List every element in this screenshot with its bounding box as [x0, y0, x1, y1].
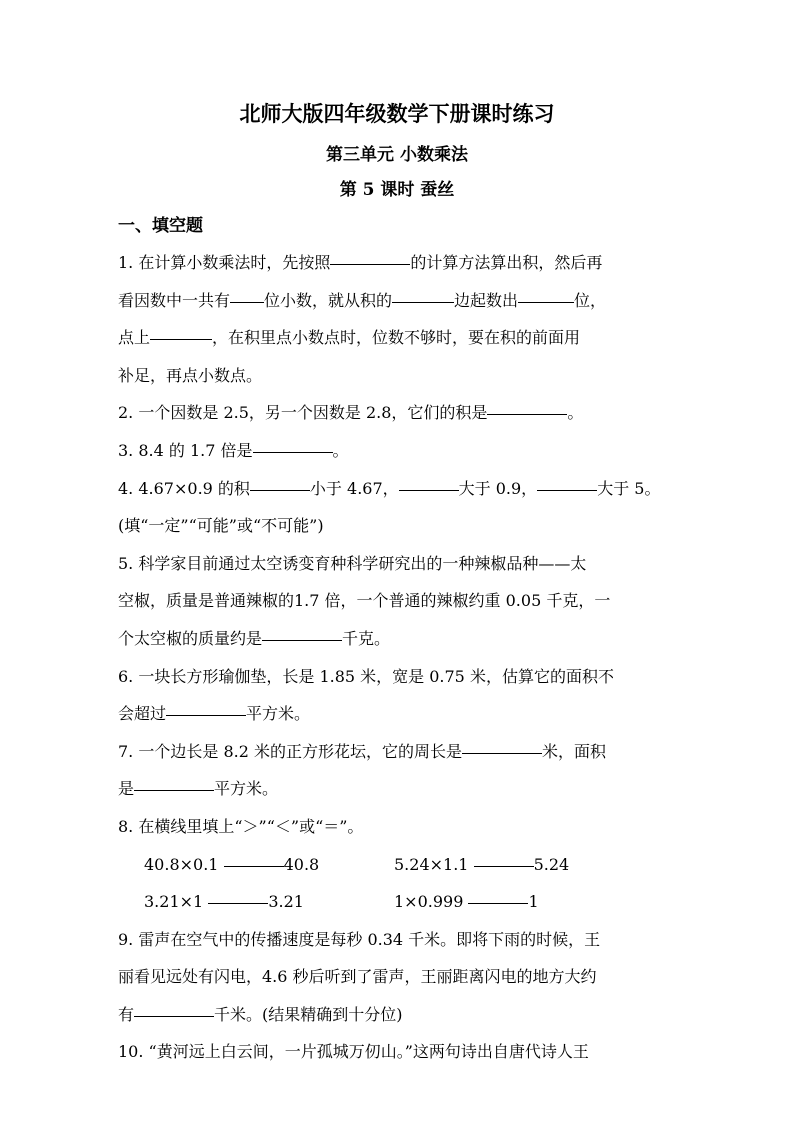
question-text: 9. 雷声在空气中的传播速度是每秒 0.34 千米。即将下雨的时候，王 — [118, 929, 601, 949]
expression: 40.8×0.1 — [144, 854, 219, 874]
expression: 3.21×1 — [144, 892, 204, 912]
expression: 1 — [528, 892, 539, 912]
answer-blank[interactable] — [224, 865, 284, 867]
lesson-subtitle: 第 5 课时 蚕丝 — [339, 180, 455, 200]
answer-blank[interactable] — [462, 752, 542, 754]
answer-blank[interactable] — [330, 263, 410, 265]
comparison-item — [394, 883, 539, 921]
answer-blank[interactable] — [399, 489, 459, 491]
question-text: 2. 一个因数是 2.5，另一个因数是 2.8，它们的积是 — [118, 403, 488, 423]
question-text: 点上 — [118, 328, 151, 348]
question-text: 7. 一个边长是 8.2 米的正方形花坛，它的周长是 — [118, 741, 462, 761]
question-9-line-1 — [118, 921, 688, 959]
question-hint: (填“一定”“可能”或“不可能”) — [118, 516, 324, 536]
question-2 — [118, 394, 688, 432]
question-text: 千米。(结果精确到十分位) — [214, 1004, 403, 1024]
answer-blank[interactable] — [134, 789, 214, 791]
question-9-line-2 — [118, 958, 688, 996]
question-text: 8. 在横线里填上“＞”“＜”或“＝”。 — [118, 816, 364, 836]
expression: 5.24×1.1 — [394, 854, 469, 874]
answer-blank[interactable] — [250, 489, 310, 491]
question-text: 10. “黄河远上白云间，一片孤城万仞山。”这两句诗出自唐代诗人王 — [118, 1042, 589, 1062]
question-text: 位， — [574, 290, 607, 310]
question-text: 5. 科学家目前通过太空诱变育种科学研究出的一种辣椒品种——太 — [118, 553, 587, 573]
question-list — [118, 244, 688, 1071]
answer-blank[interactable] — [537, 489, 597, 491]
question-text: 边起数出 — [454, 290, 519, 310]
answer-blank[interactable] — [253, 451, 333, 453]
question-7-line-1 — [118, 733, 688, 771]
answer-blank[interactable] — [230, 301, 264, 303]
answer-blank[interactable] — [150, 338, 212, 340]
expression: 40.8 — [283, 854, 320, 874]
question-text: 米，面积 — [541, 741, 606, 761]
comparison-row-1 — [118, 846, 688, 884]
comparison-item — [394, 846, 569, 884]
question-text: 。 — [567, 403, 584, 423]
question-5-line-3 — [118, 620, 688, 658]
question-text: 看因数中一共有 — [118, 290, 231, 310]
question-6-line-1 — [118, 658, 688, 696]
question-1-line-4 — [118, 357, 688, 395]
question-5-line-2 — [118, 582, 688, 620]
question-text: 的计算方法算出积，然后再 — [410, 253, 603, 272]
answer-blank[interactable] — [518, 301, 574, 303]
question-1-line-3 — [118, 319, 688, 357]
question-7-line-2 — [118, 770, 688, 808]
comparison-item — [144, 883, 394, 921]
answer-blank[interactable] — [262, 639, 342, 641]
question-10-line-1 — [118, 1033, 688, 1071]
answer-blank[interactable] — [487, 413, 567, 415]
question-text: 是 — [118, 779, 135, 799]
answer-blank[interactable] — [468, 902, 528, 904]
answer-blank[interactable] — [474, 865, 534, 867]
question-4-line-2 — [118, 507, 688, 545]
comparison-row-2 — [118, 883, 688, 921]
question-9-line-3 — [118, 996, 688, 1034]
question-text: 平方米。 — [246, 704, 311, 724]
question-text: 。 — [332, 440, 349, 460]
unit-subtitle: 第三单元 小数乘法 — [326, 145, 468, 165]
question-text: 6. 一块长方形瑜伽垫，长是 1.85 米，宽是 0.75 米，估算它的面积不 — [118, 666, 614, 686]
question-1-line-2 — [118, 282, 688, 320]
page-title: 北师大版四年级数学下册课时练习 — [239, 101, 555, 126]
question-text: 大于 5。 — [597, 478, 661, 498]
answer-blank[interactable] — [166, 714, 246, 716]
question-text: 4. 4.67×0.9 的积 — [118, 478, 250, 498]
question-text: 小于 4.67， — [309, 478, 399, 498]
section-heading: 一、填空题 — [118, 216, 203, 236]
expression: 3.21 — [268, 892, 304, 912]
question-6-line-2 — [118, 695, 688, 733]
answer-blank[interactable] — [392, 301, 454, 303]
question-text: 个太空椒的质量约是 — [118, 628, 263, 648]
answer-blank[interactable] — [134, 1015, 214, 1017]
question-text: 会超过 — [118, 704, 167, 724]
question-3 — [118, 432, 688, 470]
question-8 — [118, 808, 688, 846]
question-text: 位小数，就从积的 — [264, 290, 393, 310]
question-text: 补足，再点小数点。 — [118, 365, 263, 385]
question-4-line-1 — [118, 470, 688, 508]
question-text: 大于 0.9， — [458, 478, 538, 498]
question-text: 丽看见远处有闪电，4.6 秒后听到了雷声，王丽距离闪电的地方大约 — [118, 967, 597, 987]
question-text: 千克。 — [342, 628, 391, 648]
question-text: 有 — [118, 1004, 135, 1024]
question-text: ，在积里点小数点时，位数不够时，要在积的前面用 — [212, 328, 581, 348]
expression: 1×0.999 — [394, 892, 464, 912]
answer-blank[interactable] — [208, 902, 268, 904]
expression: 5.24 — [533, 854, 570, 874]
question-text: 空椒，质量是普通辣椒的1.7 倍，一个普通的辣椒约重 0.05 千克，一 — [118, 591, 611, 611]
question-1-line-1 — [118, 244, 688, 282]
question-text: 3. 8.4 的 1.7 倍是 — [118, 440, 253, 460]
comparison-item — [144, 846, 394, 884]
question-5-line-1 — [118, 545, 688, 583]
question-text: 平方米。 — [214, 779, 279, 799]
question-text: 1. 在计算小数乘法时，先按照 — [118, 253, 331, 272]
